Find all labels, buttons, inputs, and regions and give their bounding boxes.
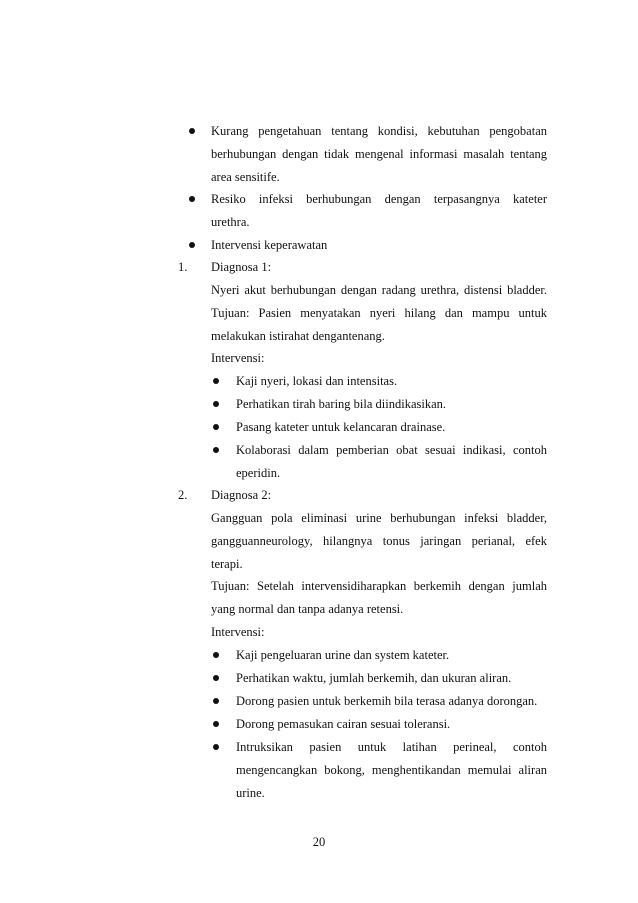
- intervention-line: Perhatikan waktu, jumlah berkemih, dan ukuran aliran.: [236, 671, 512, 685]
- intervention-line: eperidin.: [236, 466, 281, 480]
- text-line: Tujuan: Setelah intervensidiharapkan berkemih dengan jumlah: [211, 579, 547, 593]
- bullet-dot: [213, 721, 219, 727]
- page-number: 20: [312, 835, 326, 849]
- text-line: berhubungan dengan tidak mengenal informasi masalah tentang: [211, 147, 547, 161]
- intervention-line: Dorong pasien untuk berkemih bila terasa adanya dorongan.: [236, 694, 538, 708]
- diagnosis-title: Diagnosa 2:: [211, 488, 272, 502]
- text-line: melakukan istirahat dengantenang.: [211, 329, 385, 343]
- text-line: Resiko infeksi berhubungan dengan terpasangnya kateter: [211, 192, 547, 206]
- intervention-line: Kaji pengeluaran urine dan system kateter.: [236, 648, 450, 662]
- bullet-dot: [213, 744, 219, 750]
- bullet-dot: [189, 242, 195, 248]
- text-line: Kurang pengetahuan tentang kondisi, kebutuhan pengobatan: [211, 124, 547, 138]
- text-line: Nyeri akut berhubungan dengan radang urethra, distensi bladder.: [211, 283, 547, 297]
- intervention-line: Perhatikan tirah baring bila diindikasikan.: [236, 397, 447, 411]
- intervention-line: urine.: [236, 786, 265, 800]
- text-line: yang normal dan tanpa adanya retensi.: [211, 602, 404, 616]
- intervention-line: Pasang kateter untuk kelancaran drainase.: [236, 420, 446, 434]
- bullet-dot: [213, 401, 219, 407]
- text-line: urethra.: [211, 215, 250, 229]
- bullet-dot: [213, 447, 219, 453]
- diagnosis-title: Diagnosa 1:: [211, 260, 272, 274]
- bullet-dot: [213, 652, 219, 658]
- bullet-dot: [213, 424, 219, 430]
- bullet-dot: [213, 698, 219, 704]
- bullet-dot: [213, 378, 219, 384]
- bullet-dot: [189, 196, 195, 202]
- intervention-line: Intruksikan pasien untuk latihan perineal, contoh: [236, 740, 547, 754]
- bullet-dot: [189, 128, 195, 134]
- text-line: Gangguan pola eliminasi urine berhubungan infeksi bladder,: [211, 511, 547, 525]
- diagnosis-number: 2.: [178, 488, 188, 502]
- bullet-dot: [213, 675, 219, 681]
- text-line: gangguanneurology, hilangnya tonus jaringan perianal, efek: [211, 534, 547, 548]
- text-line: Tujuan: Pasien menyatakan nyeri hilang dan mampu untuk: [211, 306, 547, 320]
- text-line: area sensitife.: [211, 170, 280, 184]
- diagnosis-number: 1.: [178, 260, 188, 274]
- text-line: terapi.: [211, 557, 243, 571]
- intervention-line: Dorong pemasukan cairan sesuai toleransi.: [236, 717, 451, 731]
- intervention-line: Kolaborasi dalam pemberian obat sesuai indikasi, contoh: [236, 443, 547, 457]
- text-line: Intervensi:: [211, 351, 265, 365]
- text-line: Intervensi keperawatan: [211, 238, 328, 252]
- intervention-line: mengencangkan bokong, menghentikandan memulai aliran: [236, 763, 547, 777]
- text-line: Intervensi:: [211, 625, 265, 639]
- intervention-line: Kaji nyeri, lokasi dan intensitas.: [236, 374, 398, 388]
